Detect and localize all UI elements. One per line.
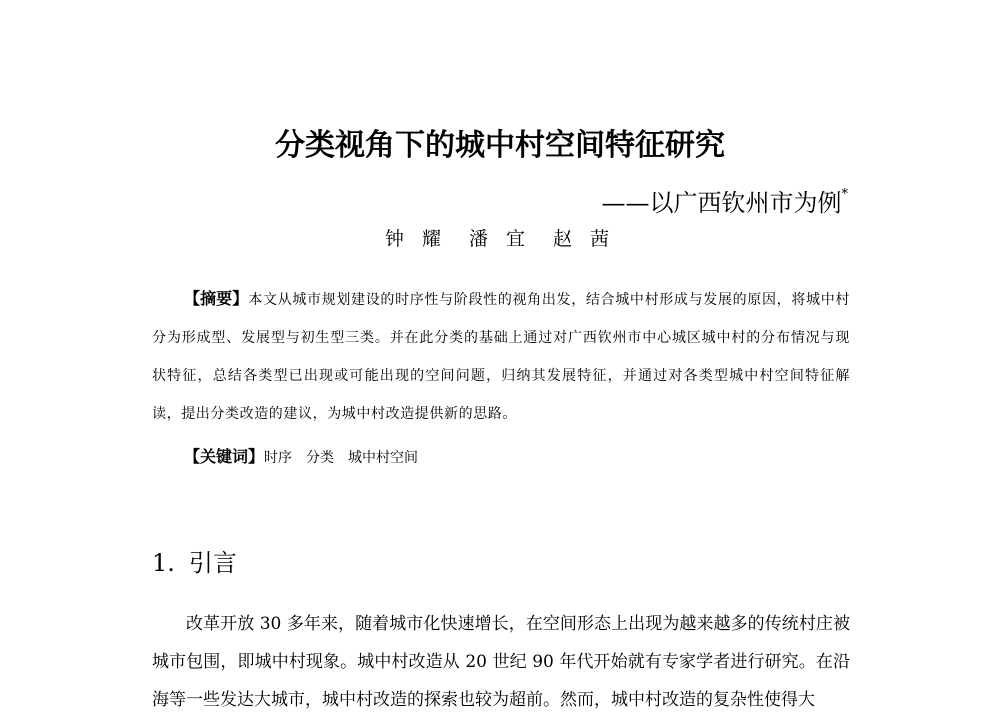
section-body-text: 改革开放 30 多年来，随着城市化快速增长，在空间形态上出现为越来越多的传统村庄被城市包围，即城中村现象。城中村改造从 20 世纪 90 年代开始就有专家学者进行研究。在沿海等一些发达大城市，城中村改造的探索也较为超前。然而，城中村改造的复杂性使得大: [152, 614, 850, 710]
keyword: 时序: [264, 450, 293, 466]
abstract-text: 本文从城市规划建设的时序性与阶段性的视角出发，结合城中村形成与发展的原因，将城中村分为形成型、发展型与初生型三类。并在此分类的基础上通过对广西钦州市中心城区城中村的分布情况与现状特征，总结各类型已出现或可能出现的空间问题，归纳其发展特征，并通过对各类型城中村空间特征解读，提出分类改造的建议，为城中村改造提供新的思路。: [152, 292, 850, 422]
author-name: 潘 宜: [468, 228, 532, 250]
section-title: 引言: [188, 549, 237, 577]
paper-title: 分类视角下的城中村空间特征研究: [275, 128, 725, 163]
section-heading: [152, 546, 237, 580]
footnote-mark: *: [841, 187, 848, 202]
author-list: [0, 226, 1000, 252]
subtitle-text: ——以广西钦州市为例: [601, 189, 842, 217]
abstract-label: 【摘要】: [184, 289, 249, 308]
author-name: 钟 耀: [384, 228, 447, 250]
section-number: 1.: [152, 549, 175, 577]
keyword: 城中村空间: [348, 450, 419, 466]
abstract: [152, 280, 850, 433]
paper-subtitle: [602, 183, 849, 219]
keywords-label: 【关键词】: [184, 447, 265, 466]
keywords: [184, 438, 432, 477]
author-name: 赵 茜: [553, 228, 616, 250]
keyword: 分类: [306, 450, 335, 466]
